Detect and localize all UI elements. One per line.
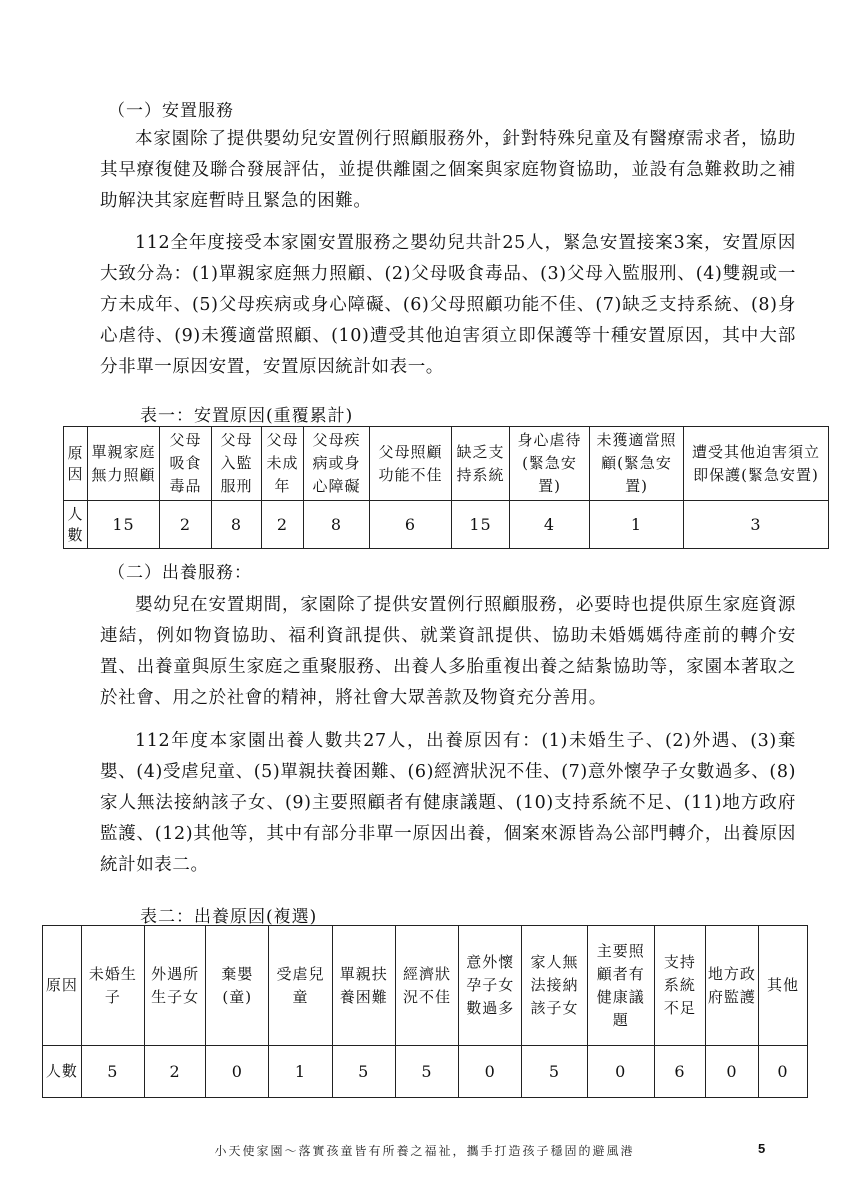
- footer-slogan: 小天使家園～落實孩童皆有所養之福祉，攜手打造孩子穩固的避風港: [214, 1144, 635, 1158]
- table-value-cell: 2: [262, 501, 304, 549]
- table-header-cell: 父母未成年: [262, 427, 304, 501]
- table-value-cell: 0: [459, 1046, 522, 1098]
- table-header-cell: 父母入監服刑: [212, 427, 262, 501]
- table-value-cell: 15: [452, 501, 510, 549]
- section2-paragraph-2: 112年度本家園出養人數共27人，出養原因有：(1)未婚生子、(2)外遇、(3)棄嬰、(4)受虐兒童、(5)單親扶養困難、(6)經濟狀況不佳、(7)意外懷孕子女數過多、(8)家人無法接納該子女、(9)主要照顧者有健康議題、(10)支持系統不足、(11)地方政府監護、(12)其他等，其中有部分非單一原因出養，個案來源皆為公部門轉介，出養原因統計如表二。: [100, 731, 796, 875]
- table-value-cell: 5: [522, 1046, 587, 1098]
- table-value-cell: 2: [160, 501, 212, 549]
- table-header-cell: 父母疾病或身心障礙: [304, 427, 370, 501]
- table-header-cell: 遭受其他迫害須立即保護(緊急安置): [684, 427, 829, 501]
- table-header-cell: 支持系統不足: [654, 926, 705, 1046]
- row-label-count: 人數: [64, 501, 88, 549]
- section1-heading: （一）安置服務: [108, 101, 234, 121]
- table-value-cell: 8: [304, 501, 370, 549]
- table-header-cell: 主要照顧者有健康議題: [587, 926, 654, 1046]
- table-header-cell: 父母吸食毒品: [160, 427, 212, 501]
- section1-paragraph-2: 112全年度接受本家園安置服務之嬰幼兒共計25人，緊急安置接案3案，安置原因大致分為：(1)單親家庭無力照顧、(2)父母吸食毒品、(3)父母入監服刑、(4)雙親或一方未成年、(5)父母疾病或身心障礙、(6)父母照顧功能不佳、(7)缺乏支持系統、(8)身心虐待、(9)未獲適當照顧、(10)遭受其他迫害須立即保護等十種安置原因，其中大部分非單一原因安置，安置原因統計如表一。: [100, 233, 796, 377]
- table-value-cell: 0: [758, 1046, 807, 1098]
- table-header-cell: 其他: [758, 926, 807, 1046]
- section2-paragraph-1: 嬰幼兒在安置期間，家園除了提供安置例行照顧服務，必要時也提供原生家庭資源連結，例如物資協助、福利資訊提供、就業資訊提供、協助未婚媽媽待產前的轉介安置、出養童與原生家庭之重聚服務、出養人多胎重複出養之結紮協助等，家園本著取之於社會、用之於社會的精神，將社會大眾善款及物資充分善用。: [100, 595, 796, 708]
- table-header-cell: 未婚生子: [81, 926, 144, 1046]
- table-header-cell: 單親家庭無力照顧: [88, 427, 160, 501]
- table-value-cell: 8: [212, 501, 262, 549]
- table-value-cell: 5: [395, 1046, 458, 1098]
- page-number: 5: [758, 1141, 766, 1156]
- adoption-reasons-table: [42, 925, 808, 1098]
- table-header-cell: 父母照顧功能不佳: [370, 427, 452, 501]
- table2-caption: 表二：出養原因(複選): [140, 907, 318, 927]
- row-label-count: 人數: [43, 1046, 82, 1098]
- table-value-cell: 2: [144, 1046, 205, 1098]
- table-value-cell: 5: [332, 1046, 395, 1098]
- row-label-reason: 原因: [64, 427, 88, 501]
- table-header-cell: 外遇所生子女: [144, 926, 205, 1046]
- table-value-cell: 3: [684, 501, 829, 549]
- section1-paragraph-1: 本家園除了提供嬰幼兒安置例行照顧服務外，針對特殊兒童及有醫療需求者，協助其早療復健及聯合發展評估，並提供離園之個案與家庭物資協助，並設有急難救助之補助解決其家庭暫時且緊急的困難。: [100, 129, 796, 211]
- table-value-cell: 0: [587, 1046, 654, 1098]
- table1-caption: 表一：安置原因(重覆累計): [140, 406, 354, 426]
- table-header-cell: 身心虐待(緊急安置): [510, 427, 590, 501]
- table-value-cell: 0: [206, 1046, 269, 1098]
- table-header-cell: 經濟狀況不佳: [395, 926, 458, 1046]
- table-value-cell: 1: [590, 501, 684, 549]
- table-value-cell: 5: [81, 1046, 144, 1098]
- table-value-cell: 0: [705, 1046, 758, 1098]
- table-header-cell: 單親扶養困難: [332, 926, 395, 1046]
- row-label-reason: 原因: [43, 926, 82, 1046]
- table-value-cell: 15: [88, 501, 160, 549]
- placement-reasons-table: [63, 426, 829, 549]
- table-header-cell: 家人無法接納該子女: [522, 926, 587, 1046]
- table-header-cell: 受虐兒童: [269, 926, 332, 1046]
- table-value-cell: 1: [269, 1046, 332, 1098]
- table-value-cell: 6: [370, 501, 452, 549]
- table-header-cell: 意外懷孕子女數過多: [459, 926, 522, 1046]
- table-header-cell: 棄嬰(童): [206, 926, 269, 1046]
- table-header-cell: 地方政府監護: [705, 926, 758, 1046]
- section2-heading: （二）出養服務：: [108, 563, 252, 583]
- table-header-cell: 缺乏支持系統: [452, 427, 510, 501]
- table-value-cell: 4: [510, 501, 590, 549]
- table-header-cell: 未獲適當照顧(緊急安置): [590, 427, 684, 501]
- table-value-cell: 6: [654, 1046, 705, 1098]
